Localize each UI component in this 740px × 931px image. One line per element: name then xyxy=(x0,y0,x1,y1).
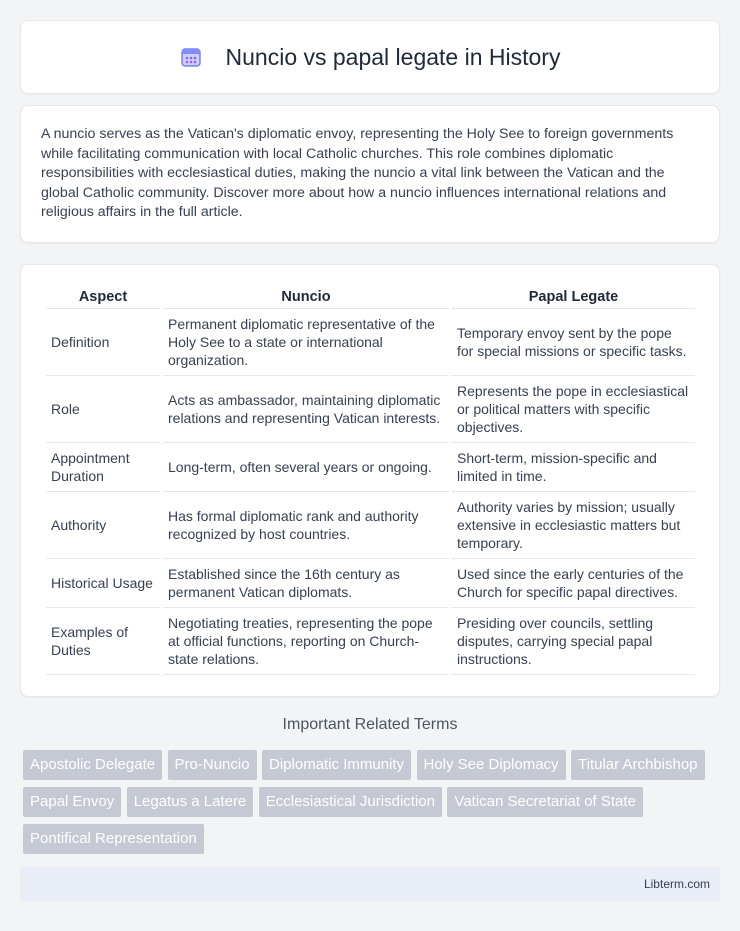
related-terms-list xyxy=(23,750,723,861)
table-cell: Used since the early centuries of the Church for specific papal directives. xyxy=(452,559,695,608)
table-row xyxy=(46,559,695,608)
table-cell: Presiding over councils, settling disputes, carrying special papal instructions. xyxy=(452,608,695,675)
tag-papal-envoy[interactable]: Papal Envoy xyxy=(23,787,121,817)
table-row xyxy=(46,376,695,443)
table-cell: Temporary envoy sent by the pope for special missions or specific tasks. xyxy=(452,309,695,376)
tag-apostolic-delegate[interactable]: Apostolic Delegate xyxy=(23,750,162,780)
related-terms-title: Important Related Terms xyxy=(282,716,458,733)
column-header: Nuncio xyxy=(163,286,449,309)
page-title: Nuncio vs papal legate in History xyxy=(225,43,561,70)
tag-vatican-secretariat-of-state[interactable]: Vatican Secretariat of State xyxy=(447,787,643,817)
table-cell: Long-term, often several years or ongoing. xyxy=(163,443,449,492)
column-header: Papal Legate xyxy=(452,286,695,309)
table-cell: Appointment Duration xyxy=(46,443,160,492)
tag-ecclesiastical-jurisdiction[interactable]: Ecclesiastical Jurisdiction xyxy=(259,787,442,817)
table-header-row xyxy=(46,286,695,309)
table-cell: Definition xyxy=(46,309,160,376)
table-row xyxy=(46,608,695,675)
table-cell: Short-term, mission-specific and limited in time. xyxy=(452,443,695,492)
footer-site-link[interactable]: Libterm.com xyxy=(643,877,710,891)
table-cell: Authority xyxy=(46,492,160,559)
calendar-icon xyxy=(180,46,202,68)
tag-legatus-a-latere[interactable]: Legatus a Latere xyxy=(127,787,254,817)
tag-holy-see-diplomacy[interactable]: Holy See Diplomacy xyxy=(417,750,566,780)
table-cell: Permanent diplomatic representative of the Holy See to a state or international organization. xyxy=(163,309,449,376)
table-cell: Acts as ambassador, maintaining diplomatic relations and representing Vatican interests. xyxy=(163,376,449,443)
intro-card xyxy=(20,105,720,243)
table-row xyxy=(46,443,695,492)
table-row xyxy=(46,492,695,559)
table-cell: Negotiating treaties, representing the pope at official functions, reporting on Church-state relations. xyxy=(163,608,449,675)
tag-diplomatic-immunity[interactable]: Diplomatic Immunity xyxy=(262,750,411,780)
tag-titular-archbishop[interactable]: Titular Archbishop xyxy=(571,750,705,780)
table-cell: Established since the 16th century as permanent Vatican diplomats. xyxy=(163,559,449,608)
table-cell: Authority varies by mission; usually extensive in ecclesiastic matters but temporary. xyxy=(452,492,695,559)
table-cell: Represents the pope in ecclesiastical or political matters with specific objectives. xyxy=(452,376,695,443)
table-cell: Has formal diplomatic rank and authority recognized by host countries. xyxy=(163,492,449,559)
comparison-card xyxy=(20,264,720,697)
title-card xyxy=(20,20,720,94)
tag-pontifical-representation[interactable]: Pontifical Representation xyxy=(23,824,204,854)
table-row xyxy=(46,309,695,376)
table-cell: Role xyxy=(46,376,160,443)
comparison-table xyxy=(43,286,698,675)
table-cell: Historical Usage xyxy=(46,559,160,608)
column-header: Aspect xyxy=(46,286,160,309)
tag-pro-nuncio[interactable]: Pro-Nuncio xyxy=(168,750,257,780)
table-cell: Examples of Duties xyxy=(46,608,160,675)
footer xyxy=(20,867,720,901)
intro-text: A nuncio serves as the Vatican's diplomatic envoy, representing the Holy See to foreign governments while facilitating communication with local Catholic churches. This role combines diplomatic responsibilities with ecclesiastical duties, making the nuncio a vital link between the Vatican and the global Catholic community. Discover more about how a nuncio influences international relations and religious affairs in the full article. xyxy=(41,126,674,221)
